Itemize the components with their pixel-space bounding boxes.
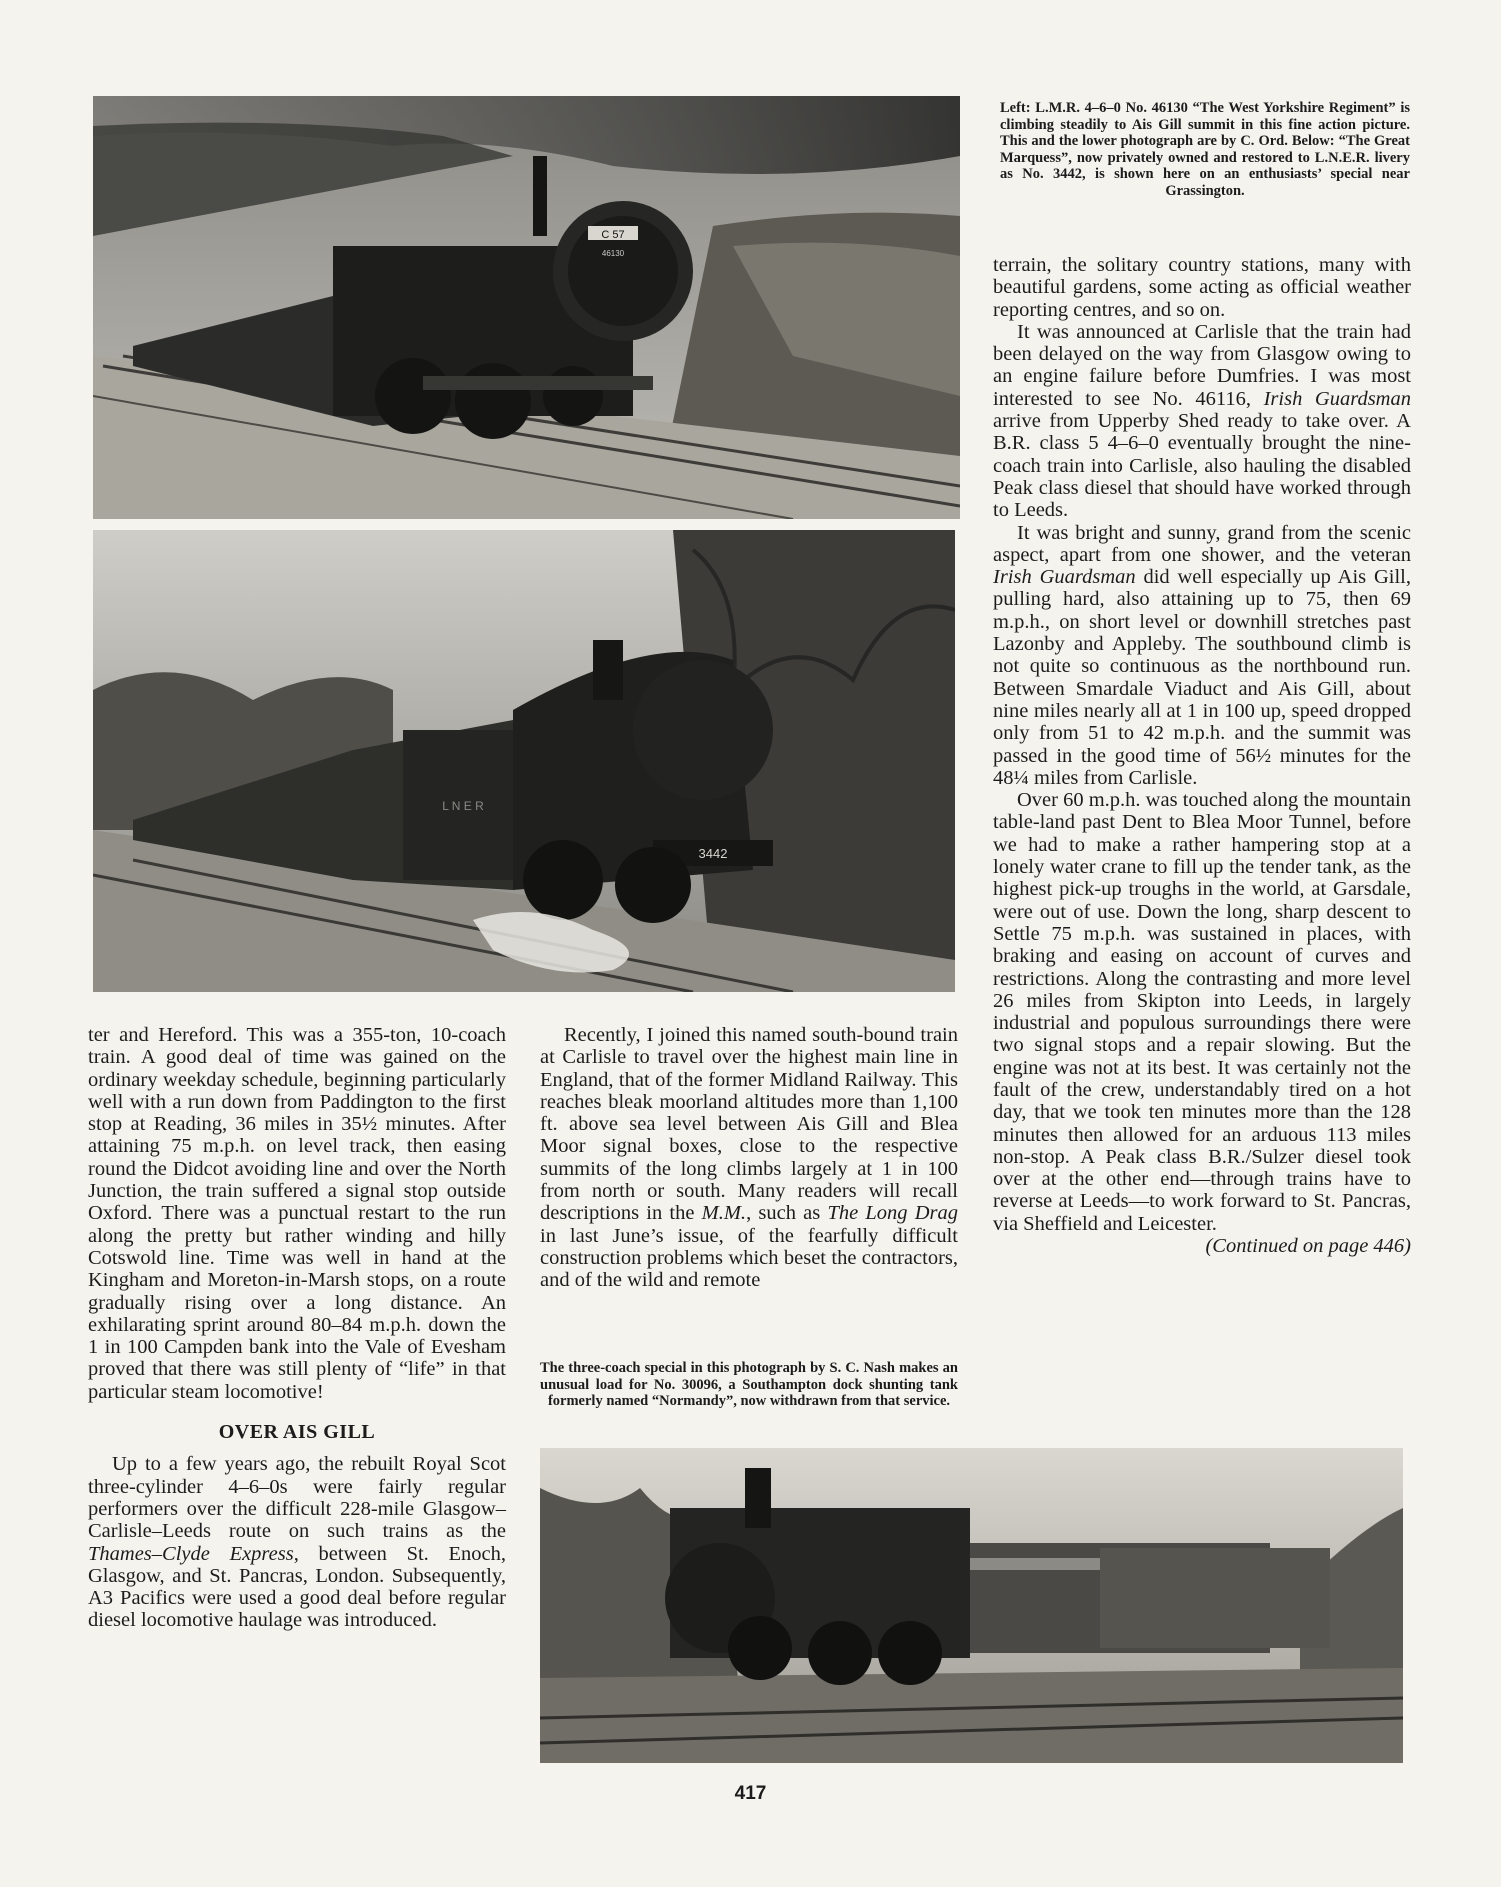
photo-west-yorkshire-regiment bbox=[93, 96, 960, 519]
text-run: Recently, I joined this named south-bound train at Carlisle to travel over the highest main line in England, that of the former Midland Railway. This reaches bleak moorland altitudes more than 1,100 ft. above sea level between Ais Gill and Blea Moor signal boxes, close to the respective summits of the long climbs largely at 1 in 100 from north or south. Many readers will recall descriptions in the bbox=[540, 1024, 958, 1225]
paragraph bbox=[993, 522, 1411, 790]
continued-note: (Continued on page 446) bbox=[1205, 1235, 1411, 1258]
text-run: Up to a few years ago, the rebuilt Royal Scot three-cylinder 4–6–0s were fairly regular performers over the difficult 228-mile Glasgow–Carlisle–Leeds route on such trains as the bbox=[88, 1453, 506, 1543]
caption-top-right: Left: L.M.R. 4–6–0 No. 46130 “The West Yorkshire Regiment” is climbing steadily to Ais Gill summit in this fine action picture. This and the lower photograph are by C. Ord. Below: “The Great Marquess”, now privately owned and restored to L.N.E.R. livery as No. 3442, is shown here on an enthusiasts’ special near Grassington. bbox=[1000, 100, 1410, 199]
text-run: , between St. Enoch, Glasgow, and St. Pancras, London. Subsequently, A3 Pacifics were used a good deal before regular diesel locomotive haulage was introduced. bbox=[88, 1542, 507, 1632]
text-run: in last June’s issue, of the fearfully difficult construction problems which beset the contractors, and of the wild and remote bbox=[540, 1224, 958, 1292]
text-italic: The Long Drag bbox=[827, 1202, 959, 1225]
paragraph: ter and Hereford. This was a 355-ton, 10-coach train. A good deal of time was gained on the ordinary weekday schedule, beginning particularly well with a run down from Paddington to the first stop at Reading, 36 miles in 35½ minutes. After attaining 75 m.p.h. on level track, then easing round the Didcot avoiding line and over the North Junction, the train suffered a signal stop outside Oxford. There was a punctual restart to the run along the pretty but rather winding and hilly Cotswold line. Time was well in hand at the Kingham and Moreton-in-Marsh stops, on a route gradually rising over a long distance. An exhilarating sprint around 80–84 m.p.h. down the 1 in 100 Campden bank into the Vale of Evesham proved that there was still plenty of “life” in that particular steam locomotive! bbox=[88, 1024, 506, 1403]
photo-great-marquess bbox=[93, 530, 955, 992]
text-italic: Irish Guardsman bbox=[1263, 387, 1411, 410]
column-middle bbox=[540, 1024, 958, 1292]
tender-lettering: L N E R bbox=[442, 799, 484, 813]
paragraph bbox=[540, 1024, 958, 1292]
smokebox-number: 46130 bbox=[601, 249, 625, 258]
text-run: , such as bbox=[746, 1202, 828, 1225]
paragraph bbox=[88, 1453, 506, 1631]
text-run: did well especially up Ais Gill, pulling hard, also attaining up to 75, then 69 m.p.h., on short level or downhill stretches past Lazonby and Appleby. The southbound climb is not quite so continuous as the northbound run. Between Smardale Viaduct and Ais Gill, about nine miles nearly all at 1 in 100 up, speed dropped only from 51 to 42 m.p.h. and the summit was passed in the good time of 56½ minutes for the 48¼ miles from Carlisle. bbox=[993, 566, 1411, 789]
photo-tank-engine-special bbox=[540, 1448, 1403, 1763]
column-right bbox=[993, 254, 1411, 1257]
page-number: 417 bbox=[734, 1783, 767, 1804]
paragraph: terrain, the solitary country stations, many with beautiful gardens, some acting as official weather reporting centres, and so on. bbox=[993, 254, 1411, 321]
text-run: It was announced at Carlisle that the train had been delayed on the way from Glasgow owing to an engine failure before Dumfries. I was most interested to see No. 46116, bbox=[993, 320, 1411, 410]
text-italic: Irish Guardsman bbox=[993, 566, 1136, 589]
paragraph bbox=[993, 321, 1411, 522]
caption-middle-column: The three-coach special in this photograph by S. C. Nash makes an unusual load for No. 30096, a Southampton dock shunting tank formerly named “Normandy”, now withdrawn from that service. bbox=[540, 1360, 958, 1409]
text-run: It was bright and sunny, grand from the scenic aspect, apart from one shower, and the veteran bbox=[993, 521, 1411, 566]
paragraph: Over 60 m.p.h. was touched along the mountain table-land past Dent to Blea Moor Tunnel, before we had to make a rather hampering stop at a lonely water crane to fill up the tender tank, as the highest pick-up troughs in the world, at Garsdale, were out of use. Down the long, sharp descent to Settle 75 m.p.h. was sustained in places, with braking and easing on account of curves and restrictions. Along the contrasting and more level 26 miles from Skipton into Leeds, in largely industrial and populous surroundings there were two signal stops and a repair slowing. But the engine was not at its best. It was certainly not the fault of the crew, understandably tired on a hot day, that we took ten minutes more than the 128 minutes then allowed for an arduous 113 miles non-stop. A Peak class B.R./Sulzer diesel took over at the other end—through trains have to reverse at Leeds—to work forward to St. Pancras, via Sheffield and Leicester. bbox=[993, 789, 1411, 1235]
column-left bbox=[88, 1024, 506, 1632]
text-run: arrive from Upperby Shed ready to take over. A B.R. class 5 4–6–0 eventually brought the nine-coach train into Carlisle, also hauling the disabled Peak class diesel that should have worked through to Leeds. bbox=[993, 410, 1411, 522]
text-italic: Thames–Clyde Express bbox=[88, 1542, 294, 1565]
text-italic: M.M. bbox=[701, 1202, 747, 1225]
buffer-beam-number: 3442 bbox=[698, 846, 728, 861]
section-heading: OVER AIS GILL bbox=[218, 1421, 376, 1444]
headboard-text: C 57 bbox=[601, 229, 625, 241]
